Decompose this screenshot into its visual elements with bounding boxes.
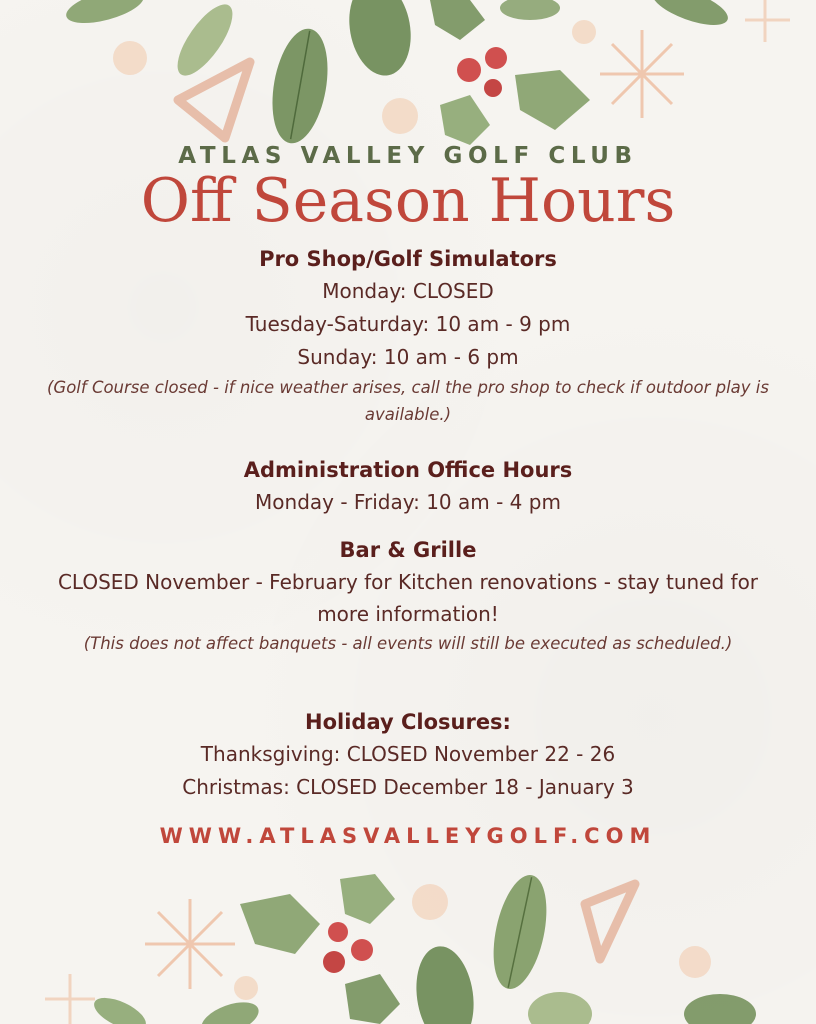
section-heading: Pro Shop/Golf Simulators xyxy=(259,247,557,271)
snowflake-icon xyxy=(745,0,790,42)
holiday-section xyxy=(0,706,816,804)
hours-line: Sunday: 10 am - 6 pm xyxy=(297,345,519,369)
holiday-line: Christmas: CLOSED December 18 - January 3 xyxy=(182,775,634,799)
section-heading: Holiday Closures: xyxy=(305,710,511,734)
holly-leaf-icon xyxy=(430,0,590,145)
page-title: Off Season Hours xyxy=(140,166,676,236)
dot-icon xyxy=(234,884,711,1000)
berry-icon xyxy=(457,47,507,97)
leaf-icon xyxy=(484,874,555,994)
leaf-icon xyxy=(264,24,335,147)
leaf-icon xyxy=(342,0,418,80)
club-name: ATLAS VALLEY GOLF CLUB xyxy=(178,143,638,169)
holly-leaf-icon xyxy=(240,874,400,1024)
holiday-line: Thanksgiving: CLOSED November 22 - 26 xyxy=(200,742,616,766)
triangle-shape-icon xyxy=(585,884,635,959)
snowflake-icon xyxy=(145,899,235,989)
top-foliage-decoration xyxy=(0,0,816,150)
leaf-icon xyxy=(500,0,732,33)
hours-line: Monday - Friday: 10 am - 4 pm xyxy=(255,490,561,514)
bottom-foliage-decoration xyxy=(0,874,816,1024)
leaf-icon xyxy=(63,0,148,30)
bar-grille-section xyxy=(0,534,816,657)
section-heading: Administration Office Hours xyxy=(243,458,573,482)
berry-icon xyxy=(323,922,373,973)
section-note: (This does not affect banquets - all events will still be executed as scheduled.) xyxy=(83,634,733,653)
hours-line: Tuesday-Saturday: 10 am - 9 pm xyxy=(245,312,571,336)
section-note: (Golf Course closed - if nice weather arises, call the pro shop to check if outdoor play is available.) xyxy=(46,378,769,424)
hours-line: CLOSED November - February for Kitchen renovations - stay tuned for more information! xyxy=(57,570,759,626)
website-link[interactable]: WWW.ATLASVALLEYGOLF.COM xyxy=(159,824,657,848)
section-heading: Bar & Grille xyxy=(339,538,477,562)
pro-shop-section xyxy=(0,243,816,428)
admin-section xyxy=(0,454,816,519)
hours-line: Monday: CLOSED xyxy=(322,279,494,303)
snowflake-icon xyxy=(600,30,684,118)
snowflake-icon xyxy=(45,974,95,1024)
